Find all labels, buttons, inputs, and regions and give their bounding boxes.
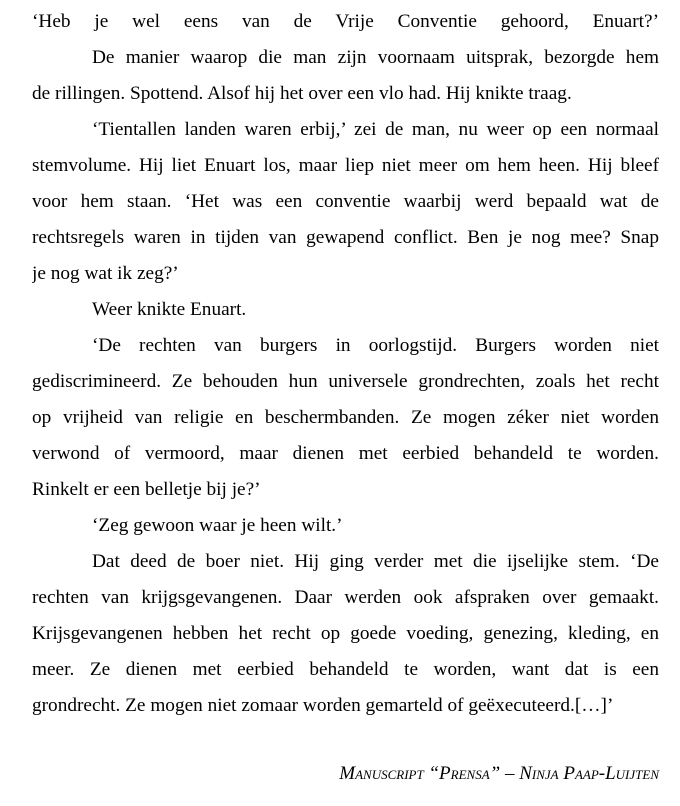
text-line: De manier waarop die man zijn voornaam uitsprak, bezorgde hem (92, 47, 659, 68)
text-line: verwond of vermoord, maar dienen met eerbied behandeld te worden. (32, 443, 659, 464)
text-line: meer. Ze dienen met eerbied behandeld te worden, want dat is een (32, 659, 659, 680)
text-line: ‘Heb je wel eens van de Vrije Conventie gehoord, Enuart?’ (32, 11, 659, 32)
text-line: Dat deed de boer niet. Hij ging verder met die ijselijke stem. ‘De (92, 551, 659, 572)
text-line: Krijsgevangenen hebben het recht op goede voeding, genezing, kleding, en (32, 623, 659, 644)
text-line: stemvolume. Hij liet Enuart los, maar liep niet meer om hem heen. Hij bleef (32, 155, 659, 176)
text-line: ‘Tientallen landen waren erbij,’ zei de man, nu weer op een normaal (92, 119, 659, 140)
text-line: rechtsregels waren in tijden van gewapend conflict. Ben je nog mee? Snap (32, 227, 659, 248)
text-line: ‘Zeg gewoon waar je heen wilt.’ (92, 515, 343, 536)
text-line: ‘De rechten van burgers in oorlogstijd. Burgers worden niet (92, 335, 659, 356)
text-line: voor hem staan. ‘Het was een conventie waarbij werd bepaald wat de (32, 191, 659, 212)
source-caption: Manuscript “Prensa” – Ninja Paap-Luijten (339, 763, 659, 784)
text-line: op vrijheid van religie en beschermbanden. Ze mogen zéker niet worden (32, 407, 659, 428)
text-line: de rillingen. Spottend. Alsof hij het over een vlo had. Hij knikte traag. (32, 83, 572, 104)
text-line: Weer knikte Enuart. (92, 299, 247, 320)
text-line: Rinkelt er een belletje bij je?’ (32, 479, 261, 500)
text-line: je nog wat ik zeg?’ (32, 263, 179, 284)
text-line: grondrecht. Ze mogen niet zomaar worden gemarteld of geëxecuteerd.[…]’ (32, 695, 614, 716)
document-body (32, 4, 659, 724)
text-line: rechten van krijgsgevangenen. Daar werden ook afspraken over gemaakt. (32, 587, 659, 608)
text-line: gediscrimineerd. Ze behouden hun universele grondrechten, zoals het recht (32, 371, 659, 392)
